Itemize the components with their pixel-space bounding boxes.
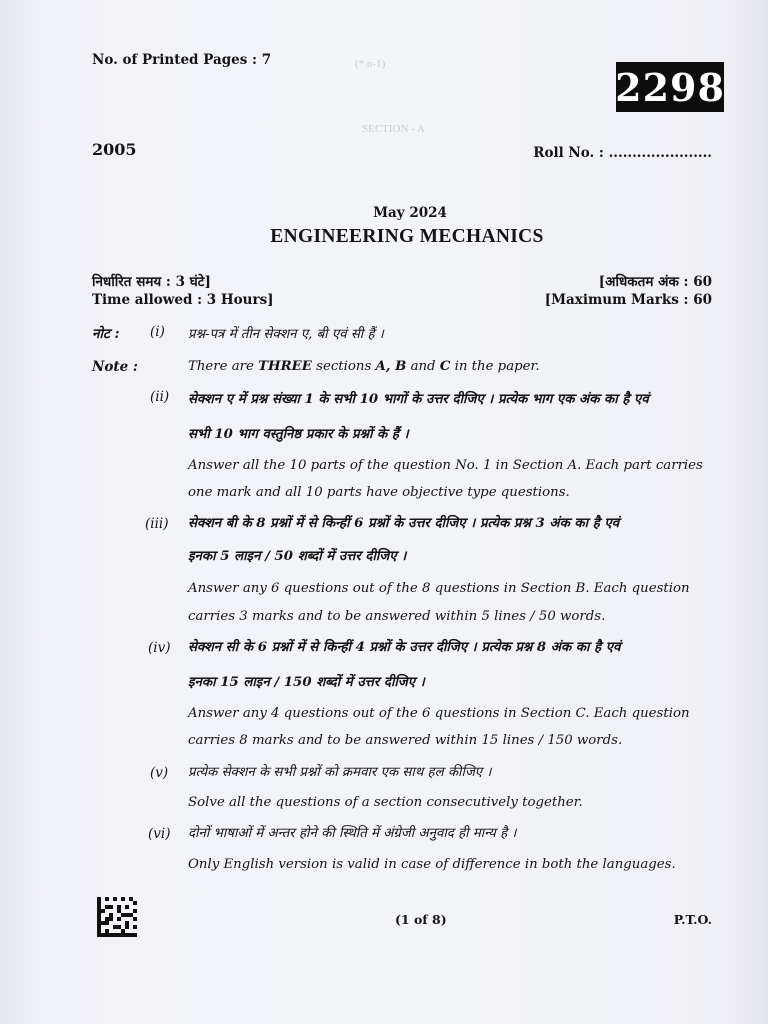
note-number: (v) (150, 765, 169, 781)
note-english-text: Answer any 6 questions out of the 8 questions in Section B. Each question (188, 581, 690, 596)
note-hindi-text: सेक्शन बी के 8 प्रश्नों में से किन्हीं 6 प्रश्नों के उत्तर दीजिए । प्रत्येक प्रश्न 3 अंक का है एवं (188, 516, 620, 531)
note-hindi-text: सभी 10 भाग वस्तुनिष्ठ प्रकार के प्रश्नों के हैं । (188, 427, 409, 442)
exam-month: May 2024 (373, 205, 447, 221)
max-marks-english: [Maximum Marks : 60 (544, 292, 712, 308)
note-number: (ii) (150, 389, 170, 405)
note-hindi-text: प्रत्येक सेक्शन के सभी प्रश्नों को क्रमवार एक साथ हल कीजिए । (188, 765, 492, 780)
roll-number-field: Roll No. : ...................... (533, 145, 712, 161)
note-number: (iv) (148, 640, 171, 656)
note-hindi-text: दोनों भाषाओं में अन्तर होने की स्थिति में अंग्रेजी अनुवाद ही मान्य है । (188, 826, 517, 841)
note-english-text: Solve all the questions of a section consecutively together. (188, 795, 583, 810)
paper-code-badge: 2298 (616, 62, 724, 112)
note-english-text: Answer any 4 questions out of the 6 questions in Section C. Each question (188, 706, 690, 721)
time-allowed-hindi: निर्धारित समय : 3 घंटे] (92, 274, 211, 290)
note-english-text: carries 3 marks and to be answered within 5 lines / 50 words. (188, 609, 606, 624)
note-english-text: one mark and all 10 parts have objective type questions. (188, 485, 570, 500)
year-code: 2005 (92, 140, 137, 159)
qr-code-icon (97, 897, 137, 937)
page-number: (1 of 8) (395, 912, 447, 927)
note-number: (vi) (148, 826, 171, 842)
note-label-hindi: नोट : (92, 326, 120, 342)
note-english-text: There are THREE sections A, B and C in the paper. (188, 359, 540, 374)
note-english-text: Answer all the 10 parts of the question No. 1 in Section A. Each part carries (188, 458, 703, 473)
pto-label: P.T.O. (673, 912, 712, 927)
max-marks-hindi: [अधिकतम अंक : 60 (598, 274, 712, 290)
note-hindi-text: सेक्शन ए में प्रश्न संख्या 1 के सभी 10 भागों के उत्तर दीजिए । प्रत्येक भाग एक अंक का है एवं (188, 392, 649, 407)
note-hindi-text: इनका 5 लाइन / 50 शब्दों में उत्तर दीजिए । (188, 549, 407, 564)
note-number: (i) (150, 324, 165, 340)
note-hindi-text: प्रश्न-पत्र में तीन सेक्शन ए, बी एवं सी हैं । (188, 327, 384, 342)
note-english-text: carries 8 marks and to be answered within 15 lines / 150 words. (188, 733, 623, 748)
exam-subject-title: ENGINEERING MECHANICS (270, 226, 544, 247)
time-allowed-english: Time allowed : 3 Hours] (92, 292, 274, 308)
printed-pages-count: No. of Printed Pages : 7 (92, 52, 272, 68)
note-label-english: Note : (92, 359, 138, 375)
show-through-text: (* n-1) (355, 58, 386, 70)
note-hindi-text: इनका 15 लाइन / 150 शब्दों में उत्तर दीजिए । (188, 675, 425, 690)
show-through-text: SECTION - A (362, 123, 425, 135)
note-english-text: Only English version is valid in case of difference in both the languages. (188, 857, 676, 872)
note-hindi-text: सेक्शन सी के 6 प्रश्नों में से किन्हीं 4 प्रश्नों के उत्तर दीजिए । प्रत्येक प्रश्न 8 अंक का है एवं (188, 640, 621, 655)
note-number: (iii) (145, 516, 169, 532)
